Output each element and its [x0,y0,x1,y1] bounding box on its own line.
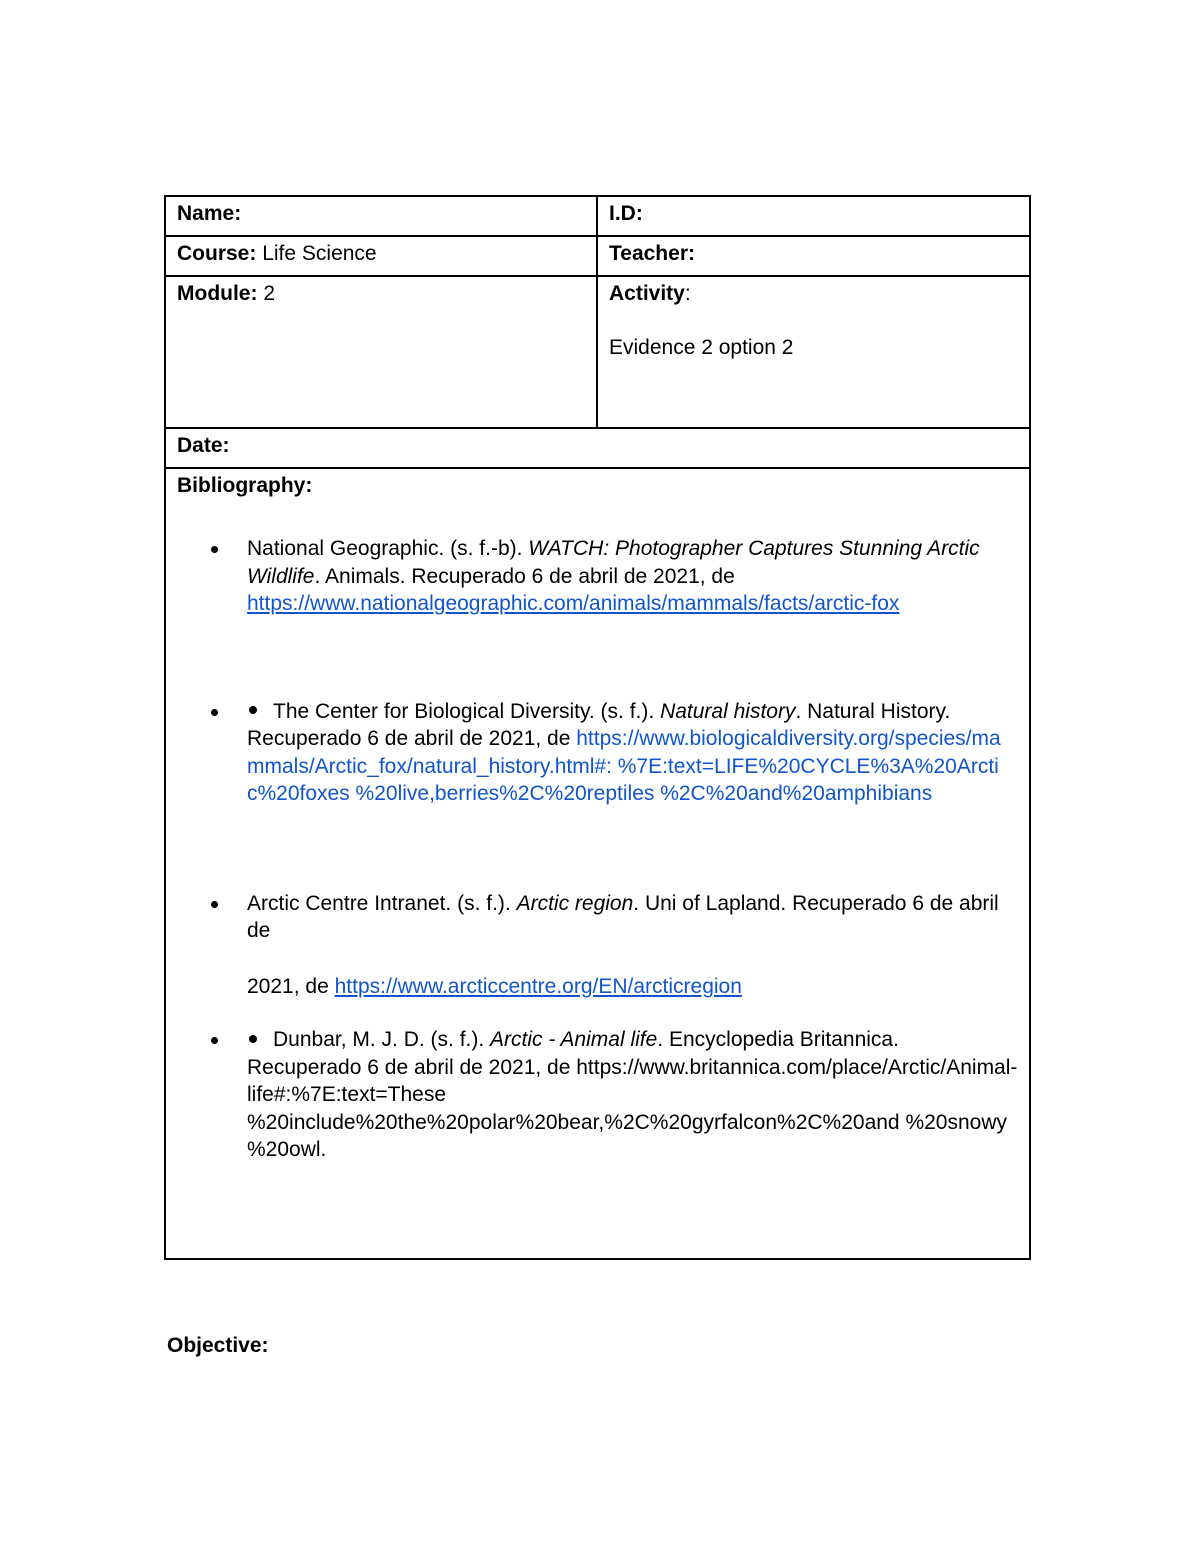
id-cell [597,196,1030,236]
module-label: Module: [177,282,258,305]
name-label: Name [177,202,235,225]
activity-value: Evidence 2 option 2 [609,336,794,359]
bibliography-cell [165,468,1030,1259]
bullet-icon [249,706,257,714]
source-link[interactable]: https://www.arcticcentre.org/EN/arcticregion [334,974,742,998]
source-link[interactable]: https://www.nationalgeographic.com/animals/mammals/facts/arctic-fox [247,592,900,615]
teacher-label: Teacher: [609,242,695,265]
source-title: Arctic region [516,891,634,915]
bullet-icon [211,546,218,553]
activity-label: Activity [609,282,685,305]
course-value: Life Science [262,242,377,265]
bullet-icon [211,1037,218,1044]
bullet-icon [211,901,218,908]
source-title: Natural history [660,699,796,723]
bullet-icon [249,1035,257,1043]
bibliography-list [177,535,1018,1164]
bibliography-item: Arctic Centre Intranet. (s. f.). Arctic region. Uni of Lapland. Recuperado 6 de abril de 2021, de https://www.arcticcentre.org/EN/arcticregion [177,890,1018,1001]
date-label: Date: [177,434,230,457]
bibliography-item: Dunbar, M. J. D. (s. f.). Arctic - Animal life. Encyclopedia Britannica. Recuperado 6 de abril de 2021, de https://www.britannica.com/place/Arctic/Animal-life#:%7E:text=These %20include%20the%20polar%20bear,%2C%20gyrfalcon%2C%20and %20snowy %20owl. [177,1026,1018,1164]
teacher-cell [597,236,1030,276]
form-sheet [164,195,1031,1260]
bullet-icon [211,709,218,716]
name-cell: Name: [165,196,597,236]
date-cell [165,428,1030,468]
module-cell [165,276,597,428]
bibliography-label: Bibliography: [177,474,313,497]
course-label: Course [177,242,250,265]
objective-label: Objective: [167,1334,269,1357]
bibliography-item: The Center for Biological Diversity. (s. f.). Natural history. Natural History. Recuperado 6 de abril de 2021, de https://www.biologicaldiversity.org/species/mammals/Arctic_fox/natural_history.html#: %7E:text=LIFE%20CYCLE%3A%20Arctic%20foxes %20live,berries%2C%20reptiles %2C%20and%20amphibians [177,698,1018,808]
source-title: WATCH: Photographer Captures Stunning Arctic Wildlife [247,537,980,588]
source-title: Arctic - Animal life [490,1028,658,1051]
source-link[interactable]: https://www.biologicaldiversity.org/species/mammals/Arctic_fox/natural_history.html#: %7E:text=LIFE%20CYCLE%3A%20Arctic%20foxes %20live,berries%2C%20reptiles %2C%20and%20amphibians [247,727,1001,805]
activity-cell: Activity: Evidence 2 option 2 [597,276,1030,428]
id-label: I.D: [609,202,643,225]
course-cell: Course: Life Science [165,236,597,276]
bibliography-item: National Geographic. (s. f.-b). WATCH: Photographer Captures Stunning Arctic Wildlife. Animals. Recuperado 6 de abril de 2021, de https://www.nationalgeographic.com/animals/mammals/facts/arctic-fox [177,535,1018,618]
module-value: 2 [263,282,276,305]
info-table [164,195,1031,1260]
